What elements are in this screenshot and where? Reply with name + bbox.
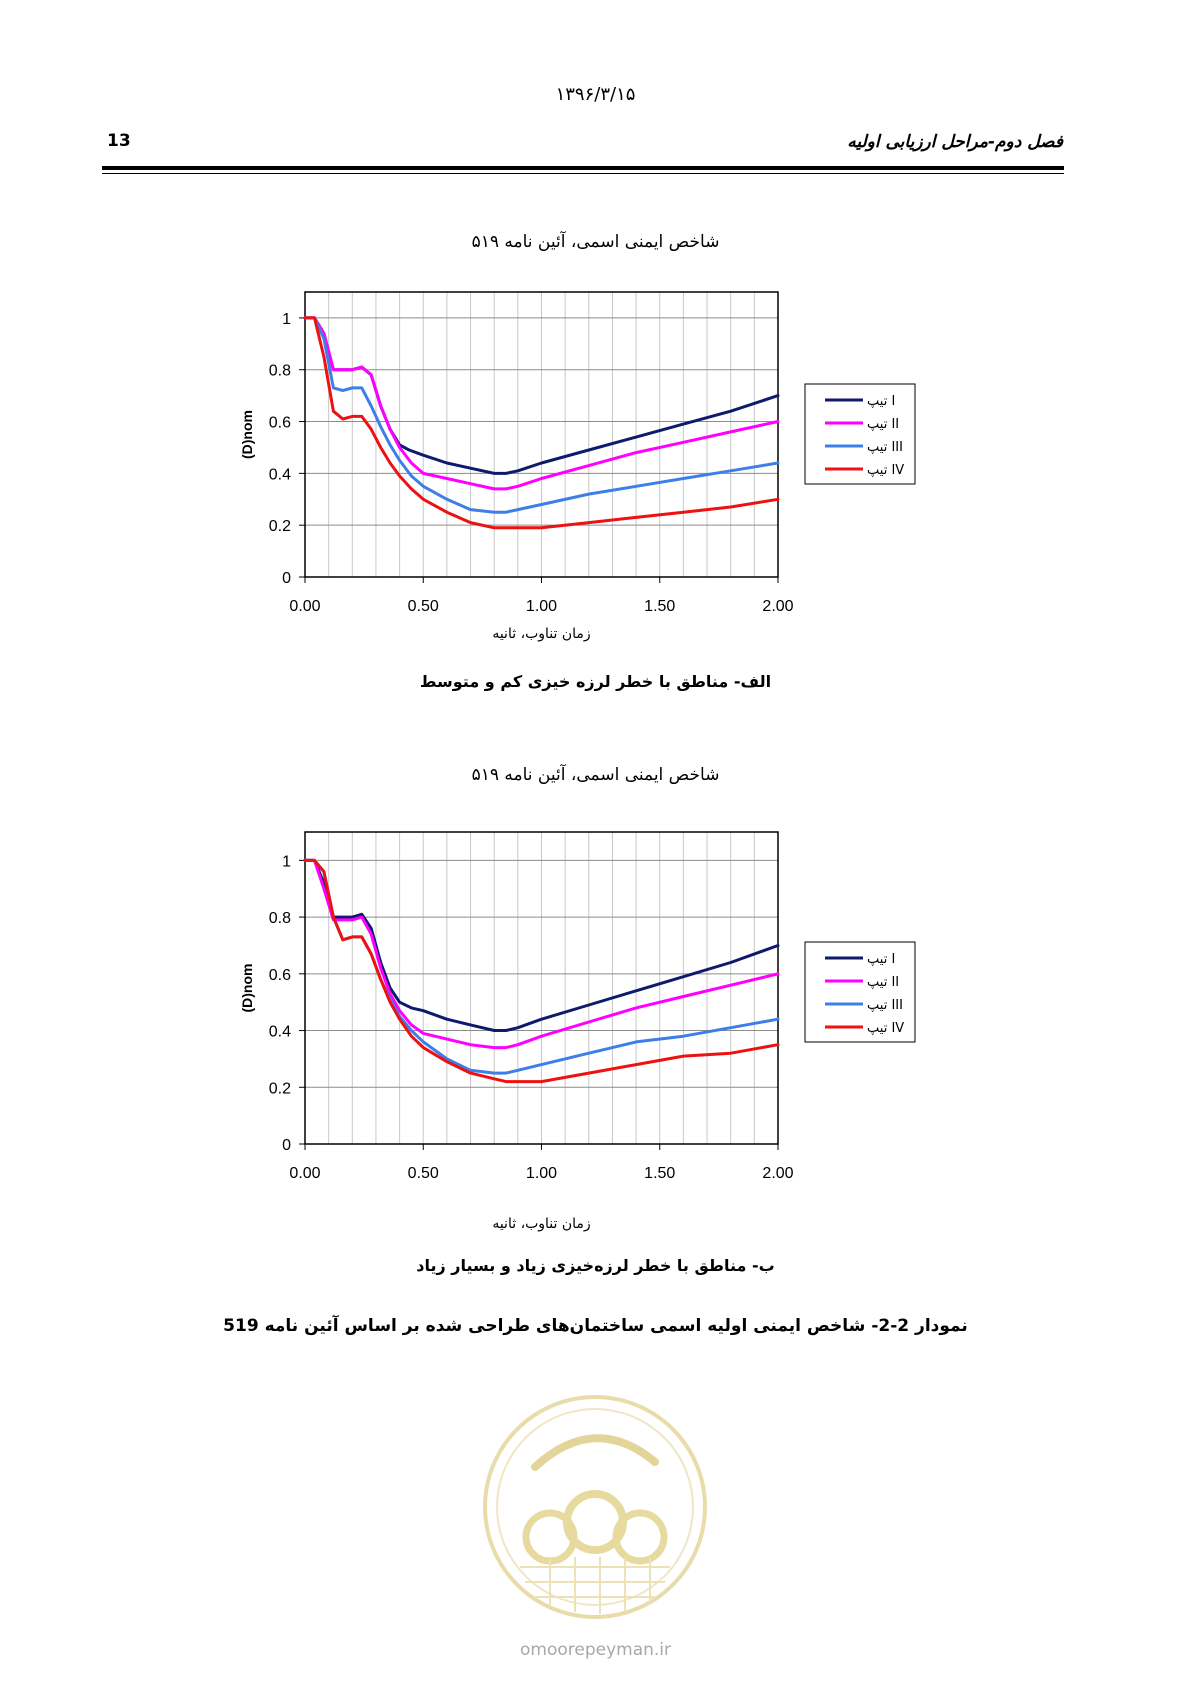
chart-1 <box>0 280 1191 650</box>
chart-2-title: شاخص ايمنی اسمی، آئين نامه ۵۱۹ <box>471 765 720 785</box>
page-number: 13 <box>107 131 131 151</box>
chart-2-y-tick-label: 0.2 <box>268 1080 291 1098</box>
header-rule-thick <box>102 166 1064 170</box>
chart-1-y-tick-label: 0.6 <box>268 414 291 432</box>
chart-1-legend-label: تيپ II <box>867 417 900 432</box>
chart-2-legend-label: تيپ III <box>867 998 903 1013</box>
chart-1-x-tick-label: 0.00 <box>289 598 321 615</box>
chart-2 <box>0 820 1191 1250</box>
chart-1-caption: الف- مناطق با خطر لرزه خيزی كم و متوسط <box>419 672 772 691</box>
chart-1-x-axis-label: زمان تناوب، ثانيه <box>492 626 591 642</box>
chart-1-y-tick-label: 1 <box>282 310 291 328</box>
chart-2-caption: ب- مناطق با خطر لرزه‌خيزی زياد و بسيار زياد <box>416 1256 775 1275</box>
chart-1-y-tick-label: 0.8 <box>268 362 291 380</box>
chart-2-y-tick-label: 0 <box>282 1137 291 1154</box>
chart-2-y-axis-label: (D)nom <box>239 963 255 1013</box>
chart-2-y-tick-label: 0.4 <box>268 1023 291 1041</box>
chart-1-y-tick-label: 0 <box>282 570 291 587</box>
chart-1-title: شاخص ايمنی اسمی، آئين نامه ۵۱۹ <box>471 232 720 252</box>
watermark-url: omoorepeyman.ir <box>519 1640 672 1660</box>
chart-2-legend-label: تيپ II <box>867 975 900 990</box>
chart-2-y-tick-label: 0.6 <box>268 966 291 984</box>
chart-2-y-tick-label: 1 <box>282 853 291 871</box>
chart-2-x-tick-label: 0.00 <box>289 1165 321 1182</box>
chart-2-x-tick-label: 2.00 <box>762 1165 794 1182</box>
document-date: ۱۳۹۶/۳/۱۵ <box>555 84 636 105</box>
chart-2-legend-label: تيپ IV <box>867 1021 905 1036</box>
chart-2-x-axis-label: زمان تناوب، ثانيه <box>492 1216 591 1232</box>
chart-1-x-tick-label: 0.50 <box>407 598 439 615</box>
chart-1-y-tick-label: 0.2 <box>268 518 291 536</box>
chart-2-x-tick-label: 0.50 <box>407 1165 439 1182</box>
chart-1-legend-label: تيپ III <box>867 440 903 455</box>
chart-2-x-tick-label: 1.50 <box>644 1165 676 1182</box>
figure-caption: نمودار 2-2- شاخص ايمنی اوليه اسمی ساختمان‌های طراحی شده بر اساس آئين نامه 519 <box>223 1316 968 1336</box>
chart-1-x-tick-label: 1.00 <box>525 598 558 615</box>
seal-logo-icon <box>480 1392 710 1622</box>
chart-1-y-axis-label: (D)nom <box>239 410 255 459</box>
chart-2-legend-label: تيپ I <box>867 952 896 967</box>
chart-1-legend-label: تيپ I <box>867 394 896 409</box>
chart-1-x-tick-label: 2.00 <box>762 598 794 615</box>
chart-2-x-tick-label: 1.00 <box>525 1165 558 1182</box>
chart-1-y-tick-label: 0.4 <box>268 466 291 484</box>
chart-1-x-tick-label: 1.50 <box>644 598 676 615</box>
chart-1-legend-label: تيپ IV <box>867 463 905 478</box>
chapter-title: فصل دوم-مراحل ارزيابی اوليه <box>847 132 1063 152</box>
chart-2-y-tick-label: 0.8 <box>268 910 291 928</box>
header-rule-thin <box>102 173 1064 174</box>
